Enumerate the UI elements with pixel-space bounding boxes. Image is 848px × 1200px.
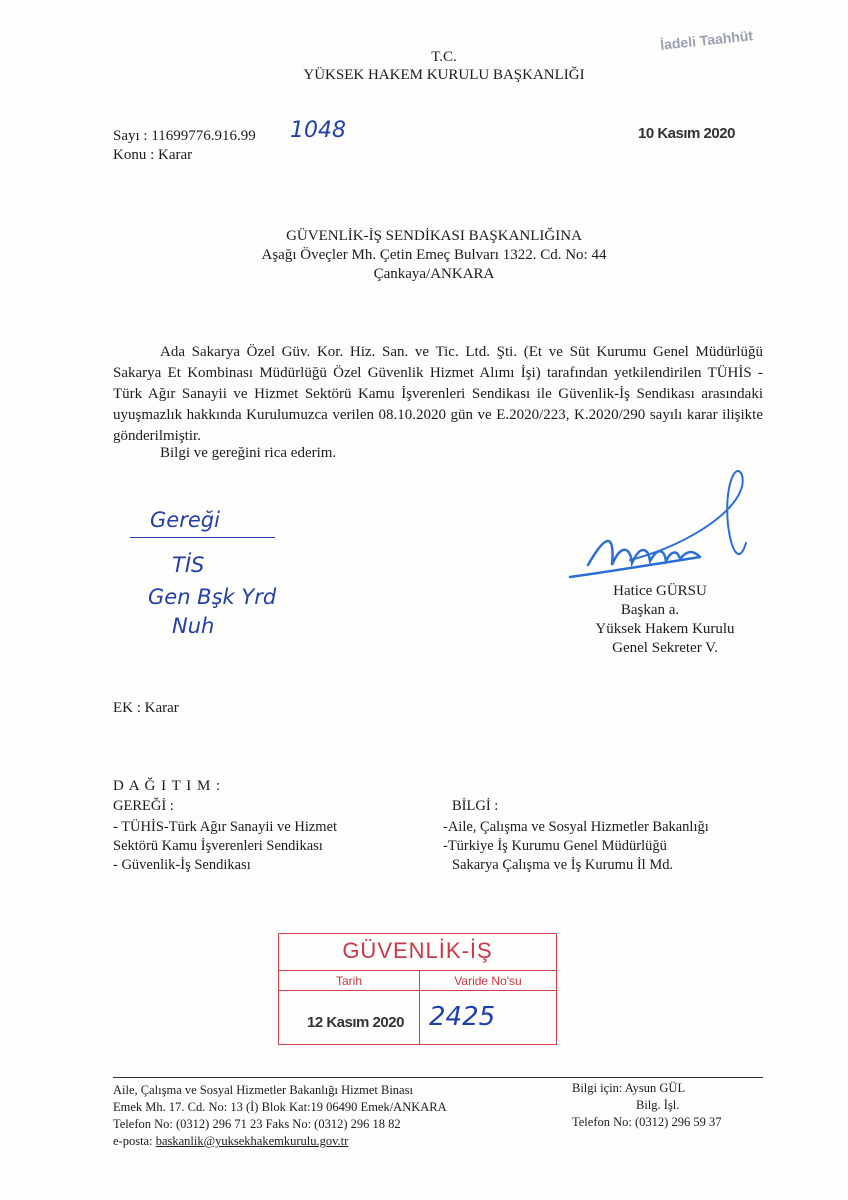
receipt-stamp-date-label: Tarih (335, 974, 362, 988)
footer-contact-phone: Telefon No: (0312) 296 59 37 (572, 1115, 722, 1129)
header-tc: T.C. (431, 49, 457, 65)
bilgi-item: Sakarya Çalışma ve İş Kurumu İl Md. (452, 857, 674, 873)
geregi-item: - TÜHİS-Türk Ağır Sanayii ve Hizmet (113, 819, 338, 835)
receipt-stamp-divider (279, 970, 556, 971)
bilgi-item: -Aile, Çalışma ve Sosyal Hizmetler Bakanlığı (443, 819, 709, 835)
receipt-stamp (278, 933, 557, 1045)
geregi-item: - Güvenlik-İş Sendikası (113, 857, 251, 873)
footer-email-row (113, 1133, 348, 1149)
footer-address-1: Aile, Çalışma ve Sosyal Hizmetler Bakanlığı Hizmet Binası (113, 1083, 413, 1097)
footer-rule (113, 1077, 763, 1078)
handwritten-underline (130, 537, 275, 538)
footer-contact-name: Bilgi için: Aysun GÜL (572, 1081, 686, 1095)
addressee-name: GÜVENLİK-İŞ SENDİKASI BAŞKANLIĞINA (286, 228, 582, 244)
signatory-title-2: Yüksek Hakem Kurulu (595, 621, 735, 637)
geregi-heading: GEREĞİ : (113, 798, 174, 814)
addressee-address-1: Aşağı Öveçler Mh. Çetin Emeç Bulvarı 1322. Cd. No: 44 (261, 247, 607, 263)
addressee-address-2: Çankaya/ANKARA (373, 266, 495, 282)
header-institution: YÜKSEK HAKEM KURULU BAŞKANLIĞI (303, 67, 585, 83)
distribution-heading: D A Ğ I T I M : (113, 778, 222, 794)
signature-scribble (560, 465, 790, 595)
receipt-stamp-number: 2425 (429, 1002, 496, 1032)
signatory-title-1: Başkan a. (620, 602, 680, 618)
attachment-line: EK : Karar (113, 700, 179, 716)
signatory-title-3: Genel Sekreter V. (612, 640, 718, 656)
geregi-item: Sektörü Kamu İşverenleri Sendikası (113, 838, 323, 854)
receipt-stamp-divider-2 (279, 990, 556, 991)
document-number: Sayı : 11699776.916.99 (113, 128, 256, 144)
document-subject: Konu : Karar (113, 147, 193, 163)
signatory-name: Hatice GÜRSU (613, 583, 707, 599)
registered-mail-stamp: İadeli Taahhüt (659, 27, 754, 53)
handwritten-note-line-4: Nuh (172, 614, 215, 638)
footer-email-label: e-posta: (113, 1134, 156, 1148)
receipt-stamp-date: 12 Kasım 2020 (307, 1014, 404, 1031)
footer-phone: Telefon No: (0312) 296 71 23 Faks No: (0312) 296 18 82 (113, 1117, 401, 1131)
handwritten-note-line-1: Gereği (150, 508, 220, 532)
date-stamp: 10 Kasım 2020 (638, 125, 735, 142)
bilgi-heading: BİLGİ : (452, 798, 499, 814)
handwritten-note-line-3: Gen Bşk Yrd (148, 585, 277, 609)
footer-email-link[interactable]: baskanlik@yuksekhakemkurulu.gov.tr (155, 1134, 349, 1148)
bilgi-item: -Türkiye İş Kurumu Genel Müdürlüğü (443, 838, 667, 854)
body-closing: Bilgi ve gereğini rica ederim. (160, 445, 337, 461)
receipt-stamp-org: GÜVENLİK-İŞ (342, 938, 493, 963)
handwritten-number: 1048 (290, 118, 346, 143)
receipt-stamp-number-label: Varide No'su (454, 974, 522, 988)
footer-address-2: Emek Mh. 17. Cd. No: 13 (İ) Blok Kat:19 06490 Emek/ANKARA (113, 1100, 447, 1114)
body-paragraph: Ada Sakarya Özel Güv. Kor. Hiz. San. ve Tic. Ltd. Şti. (Et ve Süt Kurumu Genel Müdürlüğü Sakarya Et Kombinası Müdürlüğü Özel Güvenlik Hizmet Alımı İşi) tarafından yetkilendirilen TÜHİS - Türk Ağır Sanayii ve Hizmet Sektörü Kamu İşverenleri Sendikası ile Güvenlik-İş Sendikası arasındaki uyuşmazlık hakkında Kurulumuzca verilen 08.10.2020 gün ve E.2020/223, K.2020/290 sayılı karar ilişikte gönderilmiştir. (113, 344, 763, 444)
handwritten-note-line-2: TİS (172, 553, 205, 577)
footer-contact-title: Bilg. İşl. (636, 1098, 680, 1112)
